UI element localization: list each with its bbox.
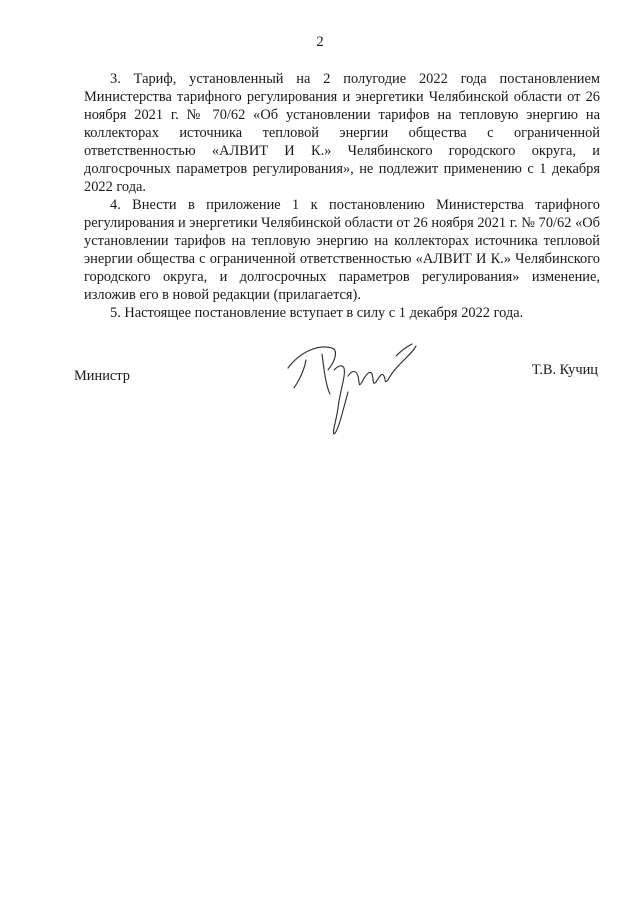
signatory-title: Министр (74, 368, 130, 384)
signature-block (0, 330, 640, 460)
handwritten-signature (278, 330, 438, 445)
paragraph-3: 3. Тариф, установленный на 2 полугодие 2022 года постановлением Министерства тарифного регулирования и энергетики Челябинской области от 26 ноября 2021 г. № 70/62 «Об установлении тарифов на тепловую энергию на коллекторах источника тепловой энергии общества с ограниченной ответственностью «АЛВИТ И К.» Челябинского городского округа, и долгосрочных параметров регулирования», не подлежит применению с 1 декабря 2022 года. (84, 71, 600, 195)
page-number: 2 (316, 34, 324, 50)
paragraph-5: 5. Настоящее постановление вступает в силу с 1 декабря 2022 года. (110, 305, 524, 321)
document-body (84, 70, 600, 322)
signatory-name: Т.В. Кучиц (531, 362, 598, 378)
paragraph-4: 4. Внести в приложение 1 к постановлению Министерства тарифного регулирования и энергетики Челябинской области от 26 ноября 2021 г. № 70/62 «Об установлении тарифов на тепловую энергию на коллекторах источника тепловой энергии общества с ограниченной ответственностью «АЛВИТ И К.» Челябинского городского округа, и долгосрочных параметров регулирования» изменение, изложив его в новой редакции (прилагается). (84, 197, 600, 303)
